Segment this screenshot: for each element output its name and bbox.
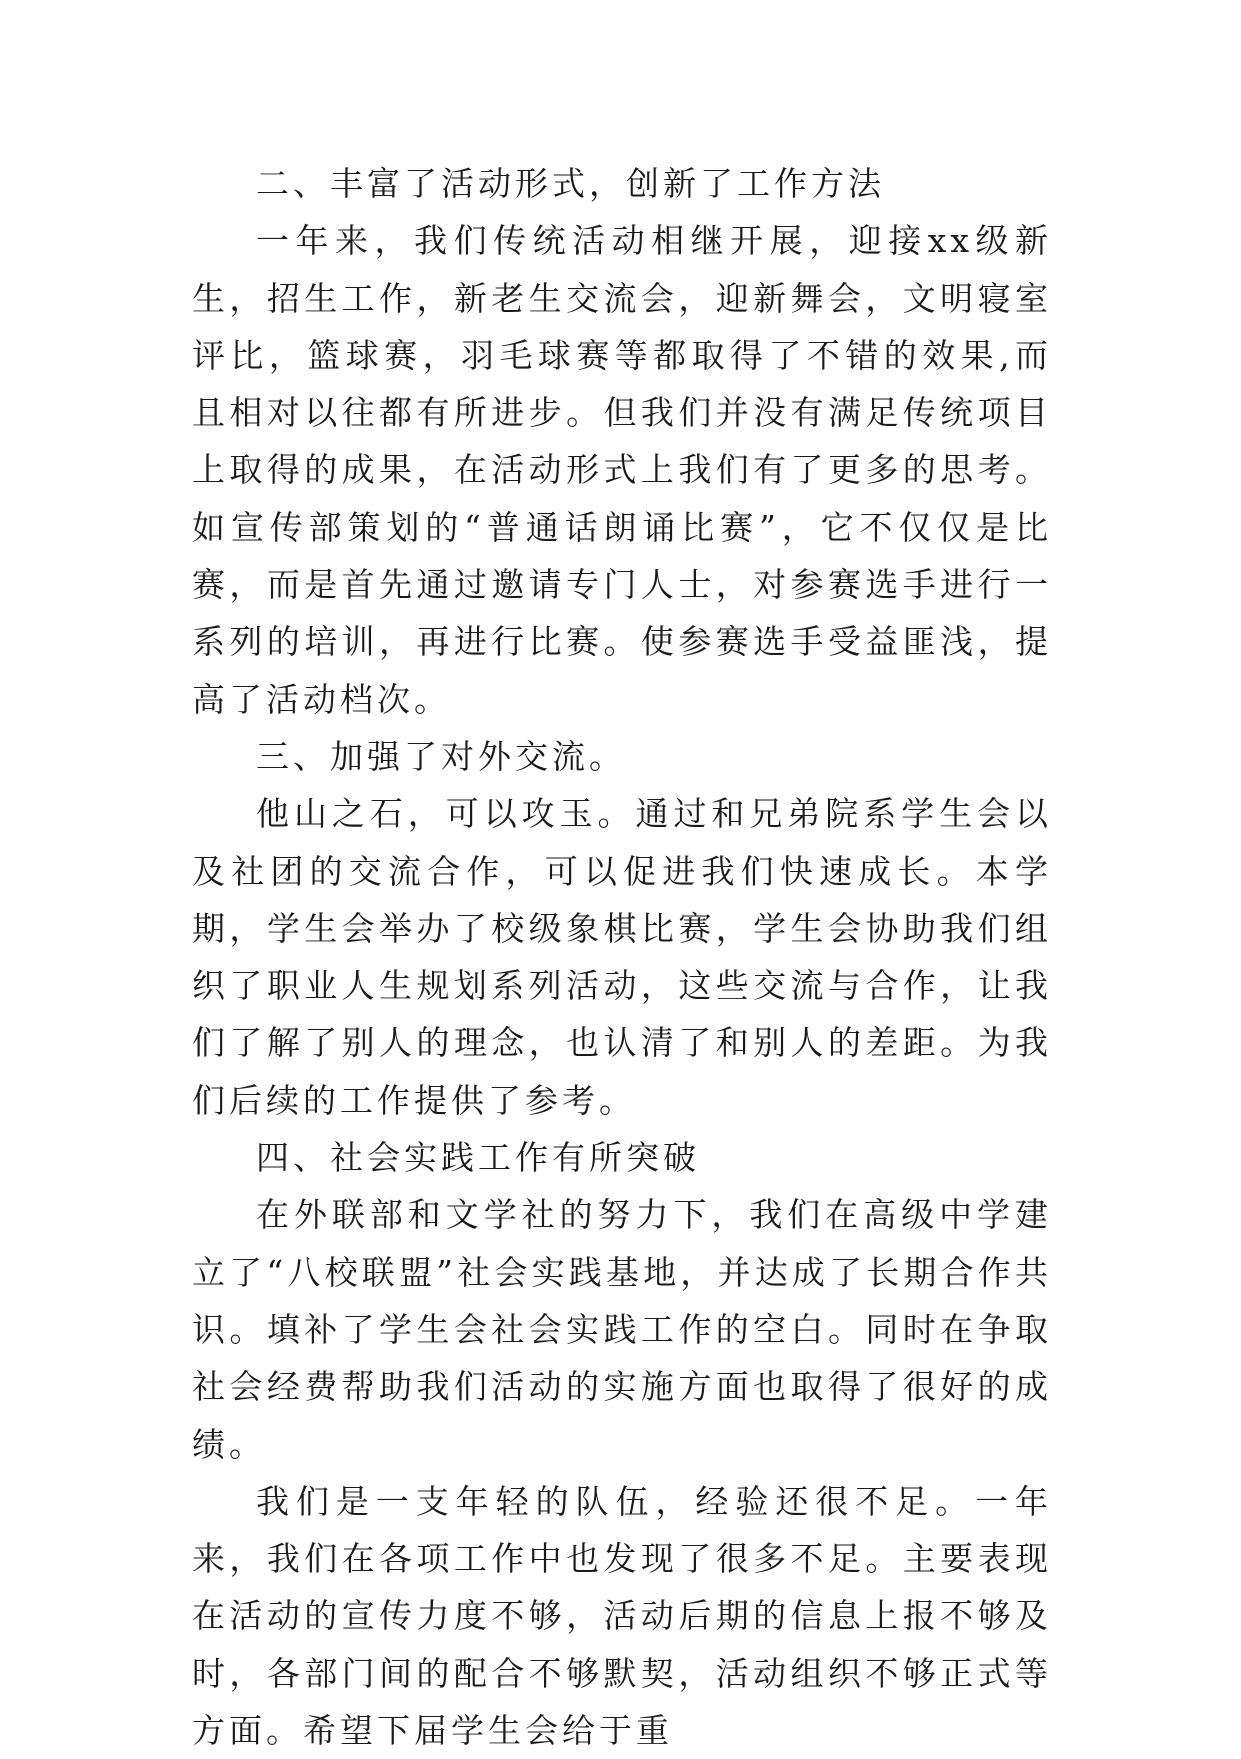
paragraph-social-practice: 在外联部和文学社的努力下，我们在高级中学建立了“八校联盟”社会实践基地，并达成了长期合作共识。填补了学生会社会实践工作的空白。同时在争取社会经费帮助我们活动的实施方面也取得了很好的成绩。 (192, 1195, 1052, 1464)
paragraph-activities: 一年来，我们传统活动相继开展，迎接xx级新生，招生工作，新老生交流会，迎新舞会，文明寝室评比，篮球赛，羽毛球赛等都取得了不错的效果,而且相对以往都有所进步。但我们并没有满足传统项目上取得的成果，在活动形式上我们有了更多的思考。如宣传部策划的“普通话朗诵比赛”，它不仅仅是比赛，而是首先通过邀请专门人士，对参赛选手进行一系列的培训，再进行比赛。使参赛选手受益匪浅，提高了活动档次。 (192, 221, 1052, 719)
section-heading-4: 四、社会实践工作有所突破 (256, 1138, 700, 1178)
section-heading-3: 三、加强了对外交流。 (256, 736, 626, 776)
paragraph-shortcomings: 我们是一支年轻的队伍，经验还很不足。一年来，我们在各项工作中也发现了很多不足。主要表现在活动的宣传力度不够，活动后期的信息上报不够及时，各部门间的配合不够默契，活动组织不够正式等方面。希望下届学生会给于重 (192, 1481, 1052, 1751)
document-body (192, 155, 1052, 1759)
paragraph-exchange: 他山之石，可以攻玉。通过和兄弟院系学生会以及社团的交流合作，可以促进我们快速成长。本学期，学生会举办了校级象棋比赛，学生会协助我们组织了职业人生规划系列活动，这些交流与合作，让我们了解了别人的理念，也认清了和别人的差距。为我们后续的工作提供了参考。 (192, 794, 1052, 1120)
section-heading-2: 二、丰富了活动形式，创新了工作方法 (256, 164, 885, 203)
